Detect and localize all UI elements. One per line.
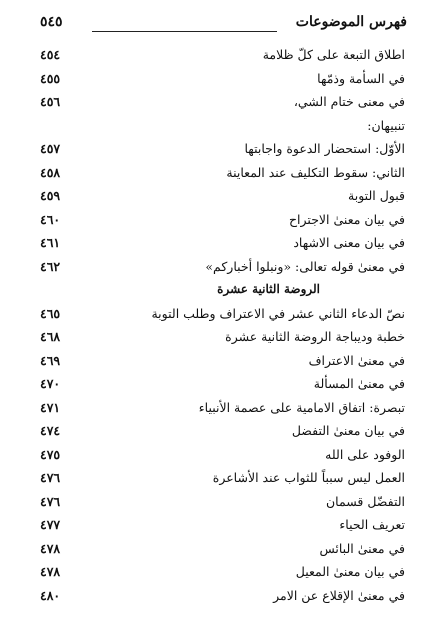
toc-entry-page: ٤٧٤ <box>40 423 61 438</box>
table-of-contents <box>40 45 405 609</box>
section-heading-row <box>40 280 405 304</box>
header-rule <box>92 31 277 32</box>
toc-entry <box>40 45 405 69</box>
toc-entry-page: ٤٧٠ <box>40 376 61 391</box>
toc-entry <box>40 492 405 516</box>
toc-entry <box>40 69 405 93</box>
toc-entry <box>40 210 405 234</box>
toc-entry <box>40 515 405 539</box>
toc-entry-page: ٤٦٠ <box>40 211 61 227</box>
toc-entry-title: نصّ الدعاء الثاني عشر في الاعتراف وطلب التوبة <box>151 305 405 321</box>
toc-entry <box>40 233 405 257</box>
section-heading: الروضة الثانية عشرة <box>217 282 320 296</box>
toc-entry-page: ٤٥٩ <box>40 188 61 203</box>
toc-entry-page: ٤٦٨ <box>40 329 61 344</box>
toc-entry <box>40 116 405 140</box>
toc-entry-title: في معنى ختام الشي، <box>293 94 405 109</box>
toc-entry <box>40 304 405 328</box>
toc-entry-page: ٤٥٥ <box>40 70 61 86</box>
toc-entry-page: ٤٧٨ <box>40 564 61 579</box>
toc-entry <box>40 139 405 163</box>
toc-entry <box>40 374 405 398</box>
toc-entry <box>40 186 405 210</box>
toc-entry <box>40 327 405 351</box>
toc-entry-page: ٤٧٦ <box>40 470 61 485</box>
toc-entry-title: في السأمة وذمّها <box>317 70 405 86</box>
toc-entry <box>40 421 405 445</box>
toc-entry <box>40 445 405 469</box>
toc-entry-page: ٤٥٤ <box>40 47 61 62</box>
toc-entry-page: ٤٨٠ <box>40 587 61 603</box>
toc-entry-page: ٤٥٦ <box>40 94 61 109</box>
toc-entry-page: ٤٧١ <box>40 399 61 415</box>
toc-entry-page: ٤٦٢ <box>40 258 61 274</box>
toc-entry <box>40 468 405 492</box>
toc-entry-page: ٤٥٧ <box>40 141 61 156</box>
toc-entry <box>40 586 405 610</box>
toc-entry-title: في بيان معنىٰ الاجتراح <box>288 211 405 227</box>
toc-entry-title: قبول التوبة <box>348 188 405 203</box>
toc-entry-page: ٤٧٦ <box>40 493 61 509</box>
page-header <box>40 14 407 36</box>
toc-entry-page: ٤٧٧ <box>40 517 61 532</box>
toc-entry <box>40 398 405 422</box>
toc-entry <box>40 163 405 187</box>
toc-entry-page: ٤٧٥ <box>40 446 61 462</box>
toc-entry-title: تبصرة: اتفاق الامامية على عصمة الأنبياء <box>198 399 405 415</box>
toc-entry-title: تنبيهان: <box>367 117 405 133</box>
toc-entry-title: في معنىٰ الإقلاع عن الامر <box>273 587 405 603</box>
toc-entry <box>40 562 405 586</box>
toc-entry-title: في معنىٰ قوله تعالى: «ونبلوا أخباركم» <box>205 258 405 274</box>
toc-entry-title: الثاني: سقوط التكليف عند المعاينة <box>226 164 405 180</box>
toc-entry-title: في بيان معنىٰ المعيل <box>295 564 405 579</box>
toc-entry-page: ٤٧٨ <box>40 540 61 556</box>
toc-entry-title: في بيان معنىٰ التفضل <box>291 423 405 438</box>
toc-entry-title: الأوّل: استحضار الدعوة واجابتها <box>244 141 405 156</box>
toc-entry-title: التفضّل قسمان <box>326 493 405 509</box>
toc-entry-title: العمل ليس سبباً للثواب عند الأشاعرة <box>212 470 405 485</box>
toc-entry-title: في بيان معنى الاشهاد <box>293 235 405 250</box>
toc-entry-page: ٤٦٥ <box>40 305 61 321</box>
header-page-number: ٥٤٥ <box>40 14 63 30</box>
toc-entry-page: ٤٥٨ <box>40 164 61 180</box>
toc-entry <box>40 257 405 281</box>
toc-entry-title: في معنىٰ الاعتراف <box>308 352 405 368</box>
toc-entry-page: ٤٦١ <box>40 235 61 250</box>
toc-entry-title: الوفود على الله <box>325 446 405 462</box>
toc-entry-title: في معنىٰ المسألة <box>313 376 405 391</box>
toc-entry <box>40 92 405 116</box>
toc-entry-page: ٤٦٩ <box>40 352 61 368</box>
toc-entry-title: خطبة وديباجة الروضة الثانية عشرة <box>225 329 405 344</box>
toc-entry-title: تعريف الحياء <box>339 517 405 532</box>
toc-entry-title: في معنىٰ البائس <box>319 540 405 556</box>
toc-entry-title: اطلاق التبعة على كلّ ظلامة <box>262 47 405 62</box>
toc-entry <box>40 351 405 375</box>
toc-entry <box>40 539 405 563</box>
page-title: فهرس الموضوعات <box>295 14 407 30</box>
